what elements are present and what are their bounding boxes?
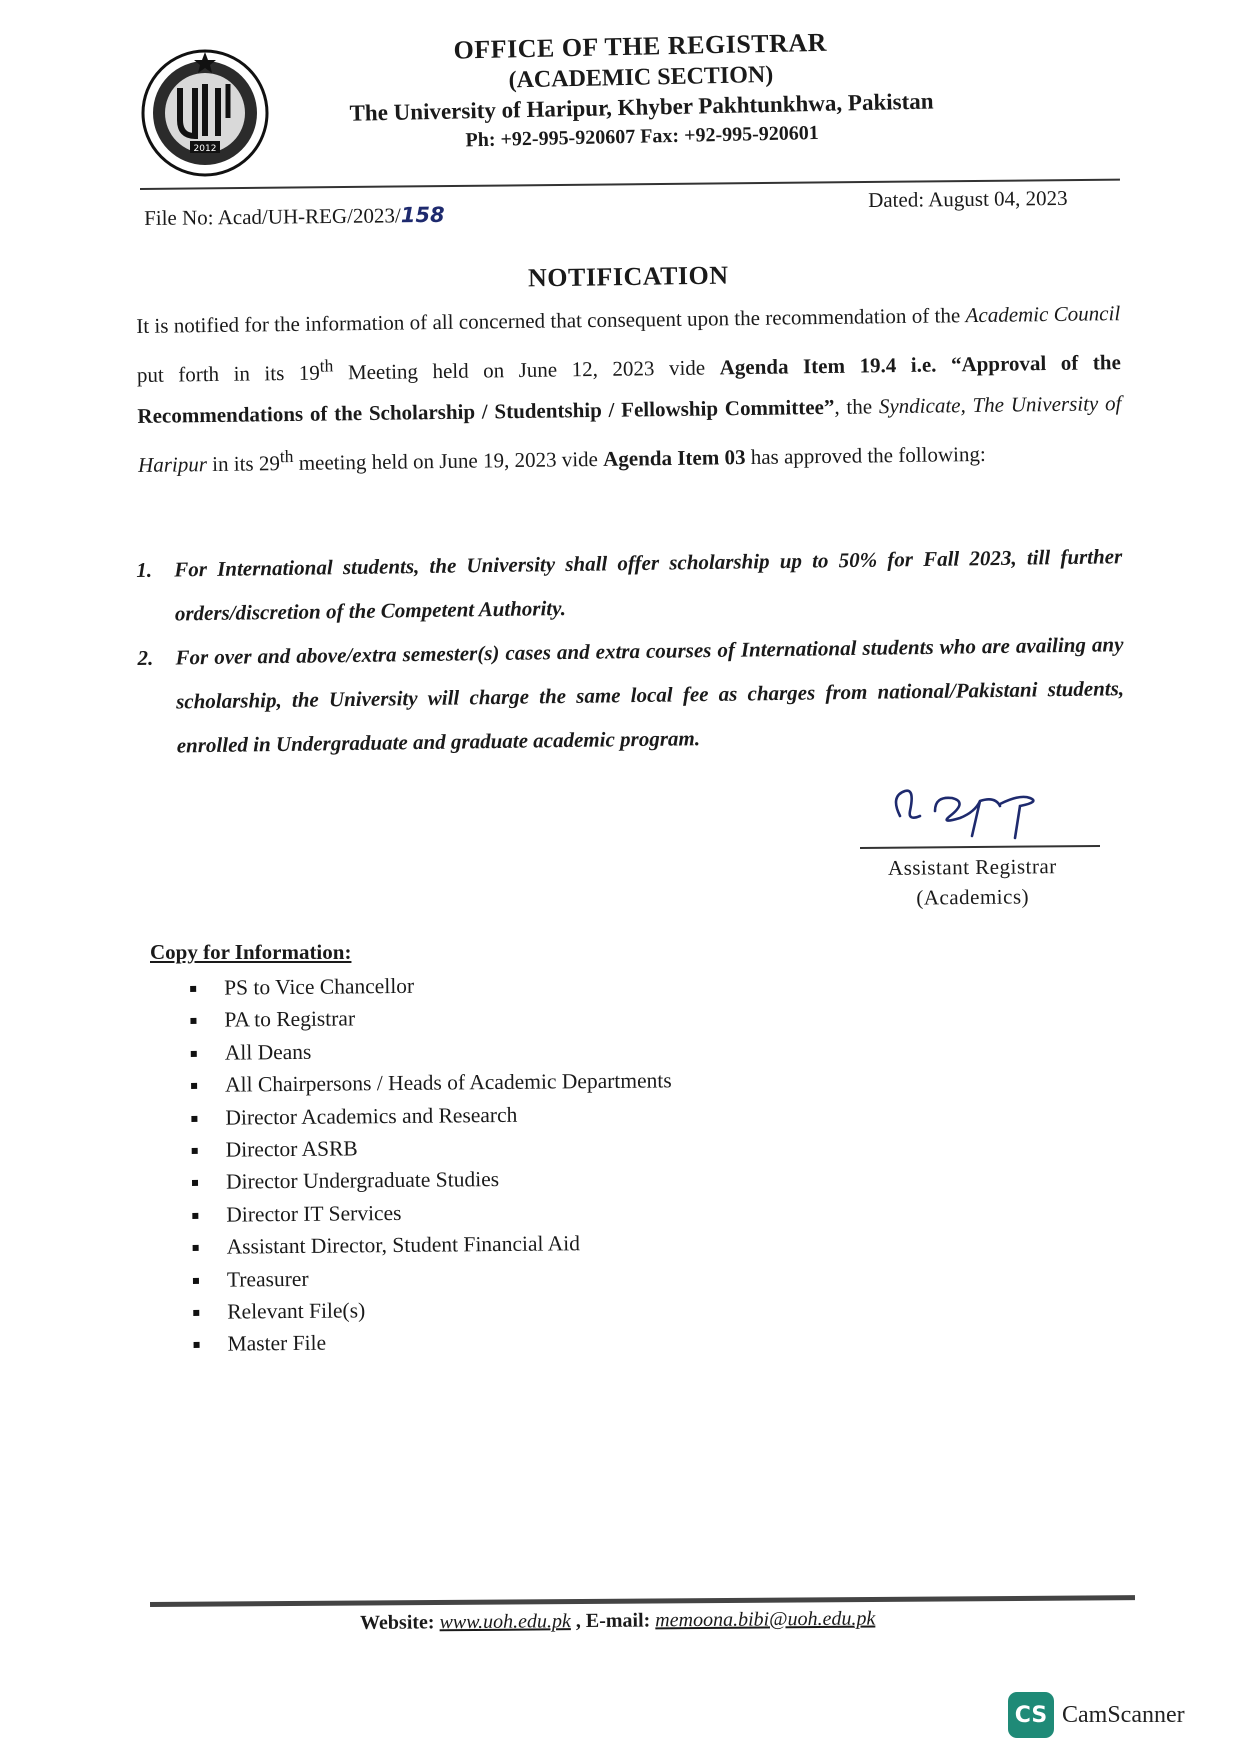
email-label: , E-mail:	[570, 1609, 656, 1633]
bullet-icon	[193, 1310, 199, 1316]
body-text: Meeting held on June 12, 2023 vide	[333, 354, 720, 384]
signatory	[860, 851, 1086, 913]
list-item	[188, 1129, 673, 1166]
list-item	[187, 1065, 672, 1102]
body-text: , the	[834, 394, 880, 419]
recipient: All Chairpersons / Heads of Academic Departments	[224, 1068, 672, 1097]
agenda-item: Agenda Item 19.4 i.e.	[719, 352, 937, 379]
letterhead	[290, 23, 992, 158]
list-item	[189, 1291, 674, 1328]
email-link[interactable]: memoona.bibi@uoh.edu.pk	[655, 1607, 876, 1632]
body-text: in its 29	[206, 450, 281, 476]
recipient: Director ASRB	[225, 1136, 358, 1162]
list-item	[188, 1194, 673, 1231]
date: Dated: August 04, 2023	[868, 185, 1068, 212]
recipient: Relevant File(s)	[227, 1298, 366, 1324]
body-text: It is notified for the information of all concerned that consequent upon the recommendation of the	[136, 303, 961, 338]
decision-item	[137, 622, 1125, 768]
notification-body	[136, 293, 1122, 486]
file-number-handwritten: 158	[400, 202, 445, 228]
recipient: Master File	[227, 1330, 327, 1356]
ordinal-suffix: th	[279, 445, 294, 466]
decision-list	[136, 534, 1125, 768]
bullet-icon	[193, 1277, 199, 1283]
recipient: PS to Vice Chancellor	[224, 973, 415, 1000]
recipient: All Deans	[224, 1039, 312, 1065]
item-text: For International students, the University shall offer scholarship up to 50% for Fall 2023, till further orders/discretion of the Competent Authority.	[174, 544, 1123, 626]
bullet-icon	[192, 1180, 198, 1186]
signatory-department: (Academics)	[916, 884, 1030, 910]
item-number: 2.	[137, 645, 154, 670]
item-text: For over and above/extra semester(s) cases and extra courses of International students who are availing any scholarship, the University will charge the same local fee as charges from national/Pakistani students, enrolled in Undergraduate and graduate academic program.	[175, 632, 1125, 758]
recipient: Director Academics and Research	[225, 1102, 518, 1130]
svg-text:2012: 2012	[193, 144, 217, 154]
bullet-icon	[190, 1018, 196, 1024]
file-number	[144, 203, 445, 231]
footer-contact	[360, 1608, 875, 1635]
section-title: (ACADEMIC SECTION)	[508, 61, 774, 94]
bullet-icon	[191, 1051, 197, 1057]
website-link[interactable]: www.uoh.edu.pk	[439, 1610, 571, 1634]
bullet-icon	[190, 986, 196, 992]
bullet-icon	[191, 1115, 197, 1121]
bullet-icon	[193, 1245, 199, 1251]
syndicate: Syndicate, The University of Haripur	[137, 391, 1122, 477]
distribution-list	[186, 967, 674, 1360]
list-item	[189, 1259, 674, 1296]
camscanner-text: CamScanner	[1062, 1701, 1185, 1728]
recipient: Assistant Director, Student Financial Aid	[226, 1231, 580, 1259]
website-label: Website:	[360, 1611, 440, 1634]
copy-for-information-heading: Copy for Information:	[150, 940, 352, 964]
body-text: meeting held on June 19, 2023 vide	[293, 446, 604, 475]
list-item	[189, 1324, 674, 1361]
item-number: 1.	[136, 557, 153, 582]
notification-title: NOTIFICATION	[527, 260, 729, 293]
signatory-title: Assistant Registrar	[887, 854, 1057, 880]
agenda-item: Agenda Item 03	[603, 444, 746, 471]
university-name: The University of Haripur, Khyber Pakhtunkhwa, Pakistan	[349, 88, 934, 126]
university-seal-icon	[140, 48, 270, 178]
camscanner-watermark	[1008, 1692, 1185, 1738]
body-text: put forth in its 19	[136, 360, 320, 387]
bullet-icon	[192, 1213, 198, 1219]
body-text: has approved the following:	[745, 441, 986, 469]
list-item	[186, 967, 671, 1004]
bullet-icon	[191, 1083, 197, 1089]
ordinal-suffix: th	[319, 354, 334, 376]
list-item	[187, 1032, 672, 1069]
recipient: Director IT Services	[226, 1200, 402, 1227]
list-item	[188, 1162, 673, 1199]
recipient: Director Undergraduate Studies	[225, 1167, 500, 1194]
handwritten-signature	[880, 776, 1105, 846]
office-title: OFFICE OF THE REGISTRAR	[453, 27, 828, 65]
list-item	[188, 1226, 673, 1263]
bullet-icon	[194, 1342, 200, 1348]
decision-item	[136, 534, 1123, 636]
recipient: Treasurer	[226, 1266, 309, 1292]
list-item	[186, 1000, 671, 1037]
file-number-prefix: File No: Acad/UH-REG/2023/	[144, 203, 401, 230]
academic-council: Academic Council	[965, 301, 1121, 328]
recipient: PA to Registrar	[224, 1006, 356, 1033]
list-item	[187, 1097, 672, 1134]
bullet-icon	[192, 1148, 198, 1154]
footer-rule	[150, 1595, 1135, 1607]
camscanner-logo-icon: CS	[1008, 1692, 1054, 1738]
approval-title: “Approval of the Recommendations of the Scholarship / Studentship / Fellowship Committee”	[137, 349, 1121, 428]
phone-fax: Ph: +92-995-920607 Fax: +92-995-920601	[465, 121, 819, 152]
